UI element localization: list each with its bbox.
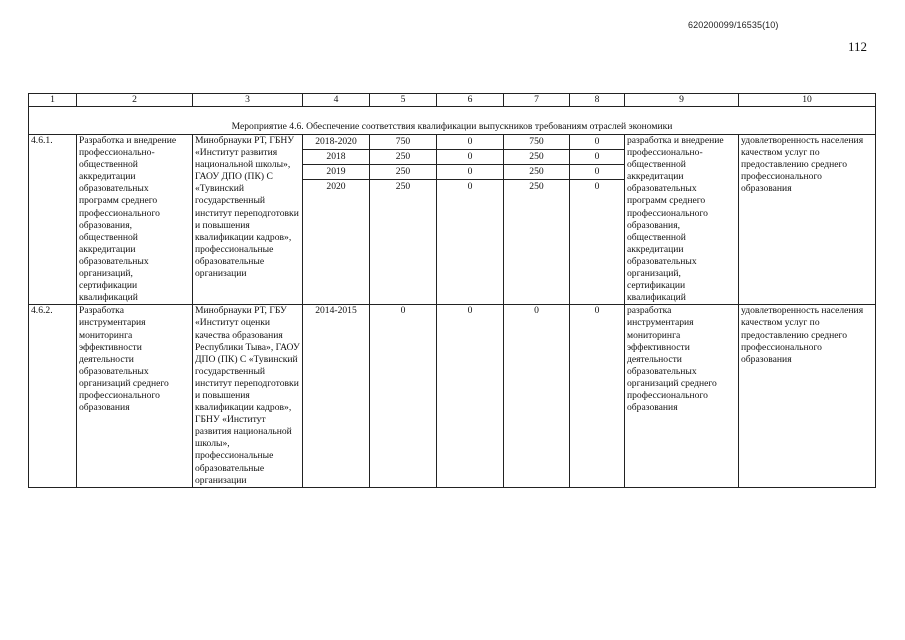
col-header-3: 3 bbox=[193, 94, 303, 107]
row-number: 4.6.1. bbox=[29, 135, 77, 305]
measure-name: Разработка и внедрение профессионально-общественной аккредитации образовательных программ среднего профессионального образования, общественной аккредитации образовательных организаций, сертификации квалификаций bbox=[77, 135, 193, 305]
program-table bbox=[28, 93, 876, 488]
col6-cell: 0 bbox=[437, 305, 504, 487]
table-row bbox=[29, 305, 876, 487]
col-header-8: 8 bbox=[570, 94, 625, 107]
col-header-6: 6 bbox=[437, 94, 504, 107]
section-title: Мероприятие 4.6. Обеспечение соответствия квалификации выпускников требованиям отраслей экономики bbox=[29, 107, 876, 135]
col7-cell: 0 bbox=[504, 305, 570, 487]
col-header-5: 5 bbox=[370, 94, 437, 107]
value: 250 bbox=[504, 165, 569, 180]
col-header-10: 10 bbox=[739, 94, 876, 107]
value: 250 bbox=[529, 181, 544, 192]
years-cell: 2014-2015 bbox=[303, 305, 370, 487]
col-header-9: 9 bbox=[625, 94, 739, 107]
col-header-7: 7 bbox=[504, 94, 570, 107]
table-row bbox=[29, 135, 876, 305]
value: 0 bbox=[467, 181, 473, 192]
value: 0 bbox=[437, 165, 503, 180]
value: 0 bbox=[570, 135, 624, 150]
col5-cell bbox=[370, 135, 437, 305]
value: 0 bbox=[437, 150, 503, 165]
col-header-1: 1 bbox=[29, 94, 77, 107]
value: 250 bbox=[395, 181, 411, 192]
value: 0 bbox=[570, 150, 624, 165]
value: 250 bbox=[504, 150, 569, 165]
indicator: удовлетворенность населения качеством услуг по предоставлению среднего профессионального образования bbox=[739, 135, 876, 305]
col-header-2: 2 bbox=[77, 94, 193, 107]
year: 2018-2020 bbox=[303, 135, 369, 150]
value: 250 bbox=[370, 165, 436, 180]
executor: Минобрнауки РТ, ГБУ «Институт оценки качества образования Республики Тыва», ГАОУ ДПО (ПК) С «Тувинский государственный институт переподготовки и повышения квалификации кадров», ГБНУ «Институт развития национальной школы», профессиональные образовательные организации bbox=[193, 305, 303, 487]
value: 0 bbox=[594, 181, 600, 192]
value: 250 bbox=[370, 150, 436, 165]
col8-cell: 0 bbox=[570, 305, 625, 487]
col6-cell bbox=[437, 135, 504, 305]
year: 2019 bbox=[303, 165, 369, 180]
indicator: удовлетворенность населения качеством услуг по предоставлению среднего профессионального образования bbox=[739, 305, 876, 487]
measure-name: Разработка инструментария мониторинга эффективности деятельности образовательных организаций среднего профессионального образования bbox=[77, 305, 193, 487]
executor: Минобрнауки РТ, ГБНУ «Институт развития национальной школы», ГАОУ ДПО (ПК) С «Тувинский государственный институт переподготовки и повышения квалификации кадров», профессиональные образовательные организации bbox=[193, 135, 303, 305]
col7-cell bbox=[504, 135, 570, 305]
col8-cell bbox=[570, 135, 625, 305]
year: 2018 bbox=[303, 150, 369, 165]
year: 2020 bbox=[326, 181, 346, 192]
value: 0 bbox=[437, 135, 503, 150]
document-id: 620200099/16535(10) bbox=[688, 20, 779, 30]
col-header-4: 4 bbox=[303, 94, 370, 107]
page-number: 112 bbox=[848, 39, 868, 54]
row-number: 4.6.2. bbox=[29, 305, 77, 487]
years-cell bbox=[303, 135, 370, 305]
value: 750 bbox=[370, 135, 436, 150]
col5-cell: 0 bbox=[370, 305, 437, 487]
expected-result: разработка и внедрение профессионально-общественной аккредитации образовательных программ среднего профессионального образования, общественной аккредитации образовательных организаций, сертификации квалификаций bbox=[625, 135, 739, 305]
column-number-row bbox=[29, 94, 876, 107]
value: 0 bbox=[570, 165, 624, 180]
section-row bbox=[29, 107, 876, 135]
expected-result: разработка инструментария мониторинга эффективности деятельности образовательных организаций среднего профессионального образования bbox=[625, 305, 739, 487]
value: 750 bbox=[504, 135, 569, 150]
